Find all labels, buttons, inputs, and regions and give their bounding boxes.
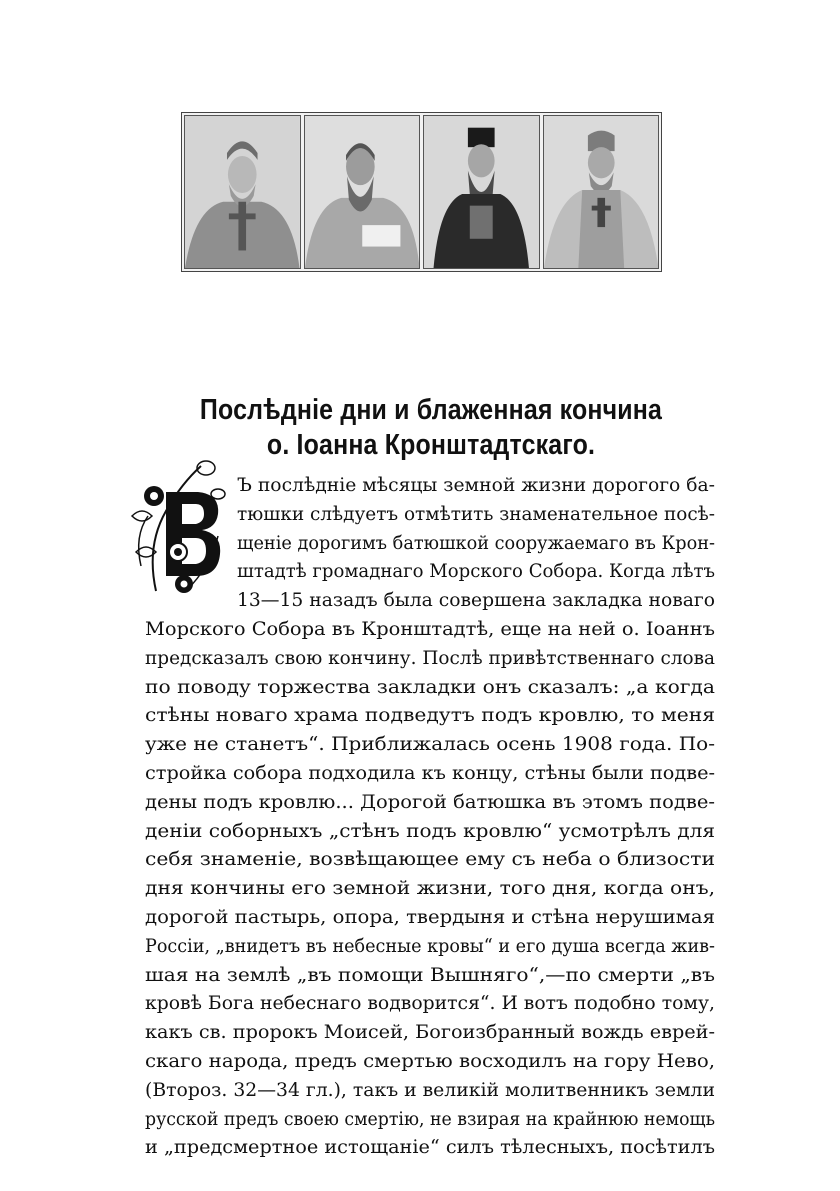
text-line: щеніе дорогимъ батюшкой сооружаемаго въ Крон- [237, 532, 715, 554]
text-line: деніи соборныхъ „стѣнъ подъ кровлю“ усмотрѣлъ для [145, 820, 715, 842]
text-line: (Второз. 32—34 гл.), такъ и великій молитвенникъ земли [145, 1079, 715, 1101]
text-line: 13—15 назадъ была совершена закладка новаго [237, 590, 715, 612]
portrait-3 [423, 115, 540, 269]
article-title [60, 393, 801, 463]
portrait-icon [544, 116, 659, 268]
text-line: дня кончины его земной жизни, того дня, когда онъ, [145, 878, 715, 900]
text-line: и „предсмертное истощаніе“ силъ тѣлесныхъ, посѣтилъ [145, 1137, 715, 1159]
text-line: скаго народа, предъ смертью восходилъ на гору Нево, [145, 1050, 715, 1072]
text-line: уже не станетъ“. Приближалась осень 1908 года. По- [145, 734, 715, 756]
title-line-2: о. Іоанна Кронштадтскаго. [266, 429, 596, 461]
portrait-icon [305, 116, 420, 268]
portrait-icon [424, 116, 539, 268]
text-line: штадтѣ громаднаго Морского Собора. Когда лѣтъ [237, 561, 715, 583]
text-line: дорогой пастырь, опора, твердыня и стѣна нерушимая [145, 906, 715, 928]
text-line: стройка собора подходила къ концу, стѣны были подве- [145, 762, 715, 784]
portrait-strip [181, 112, 662, 272]
text-line: русской предъ своею смертію, не взирая на крайнюю немощь [145, 1108, 715, 1130]
text-line: кровѣ Бога небеснаго водворится“. И вотъ подобно тому, [145, 993, 715, 1015]
portrait-2 [304, 115, 421, 269]
text-line: Ъ послѣдніе мѣсяцы земной жизни дорогого ба- [237, 475, 715, 496]
portrait-1 [184, 115, 301, 269]
portrait-4 [543, 115, 660, 269]
article-body [145, 472, 715, 1163]
text-line: стѣны новаго храма подведутъ подъ кровлю, то меня [145, 705, 715, 727]
title-line-1: Послѣдніе дни и блаженная кончина [199, 394, 663, 426]
text-line: тюшки слѣдуетъ отмѣтить знаменательное посѣ- [237, 503, 715, 525]
text-line: дены подъ кровлю... Дорогой батюшка въ этомъ подве- [145, 791, 715, 813]
text-line: Морского Собора въ Кронштадтѣ, еще на ней о. Іоаннъ [145, 618, 715, 640]
text-line: по поводу торжества закладки онъ сказалъ: „а когда [145, 676, 715, 698]
text-line: предсказалъ свою кончину. Послѣ привѣтственнаго слова [145, 647, 715, 669]
portrait-icon [185, 116, 300, 268]
text-line: какъ св. пророкъ Моисей, Богоизбранный вождь еврей- [145, 1022, 715, 1044]
text-line: Россіи, „внидетъ въ небесные кровы“ и его душа всегда жив- [145, 935, 715, 957]
text-line: себя знаменіе, возвѣщающее ему съ неба о близости [145, 849, 715, 871]
text-line: шая на землѣ „въ помощи Вышняго“,—по смерти „въ [145, 964, 715, 986]
